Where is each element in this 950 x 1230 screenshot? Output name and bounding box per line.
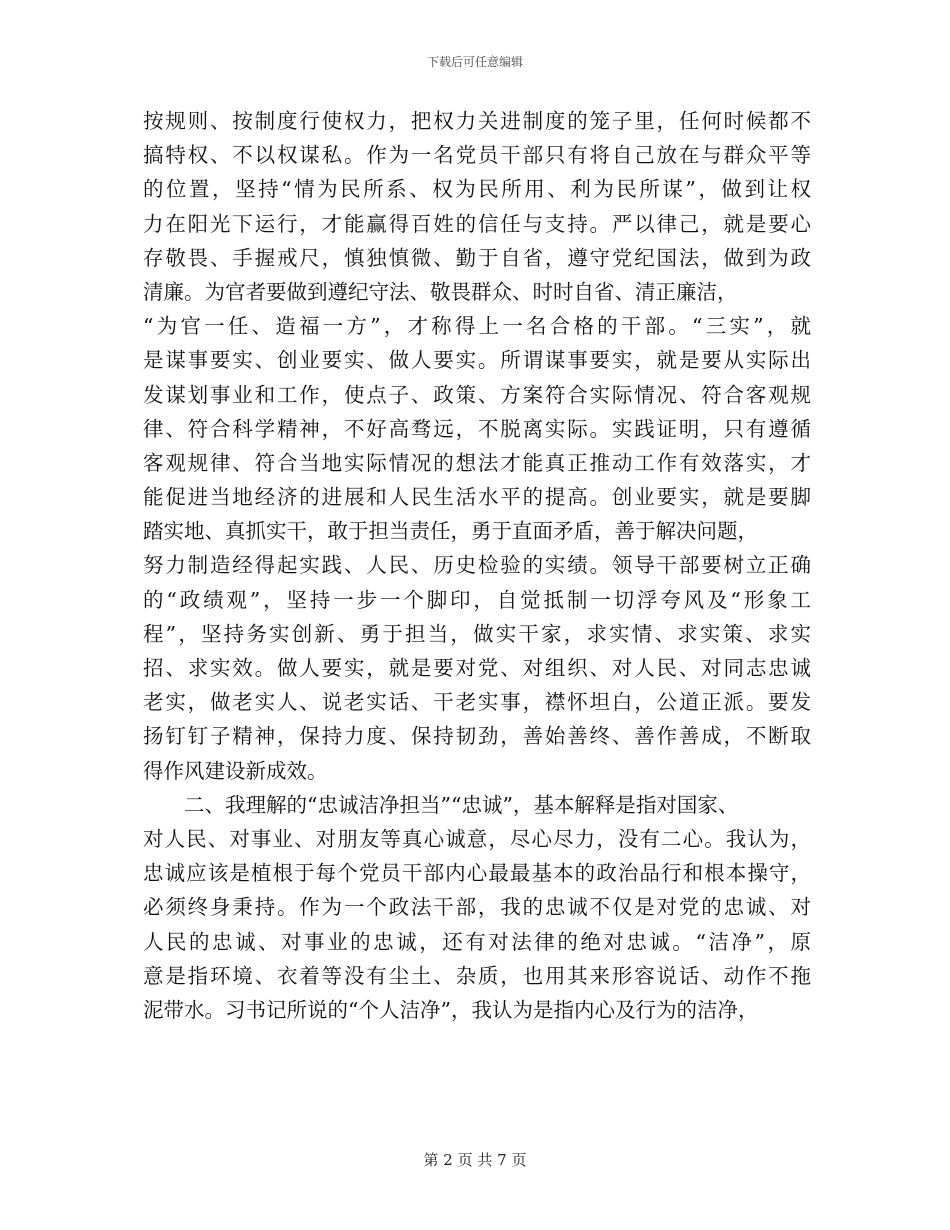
- paragraph-start-line: 二、我理解的“忠诚洁净担当”“忠诚”，基本解释是指对国家、: [184, 792, 739, 817]
- body-line: 忠诚应该是植根于每个党员干部内心最最基本的政治品行和根本操守，: [143, 861, 811, 886]
- body-line: 招、求实效。做人要实，就是要对党、对组织、对人民、对同志忠诚: [143, 656, 811, 680]
- body-line: 发谋划事业和工作，使点子、政策、方案符合实际情况、符合客观规: [143, 382, 811, 407]
- body-line: 老实，做老实人、说老实话、干老实事，襟怀坦白，公道正派。要发: [143, 690, 811, 715]
- body-line: 存敬畏、手握戒尺，慎独慎微、勤于自省，遵守党纪国法，做到为政: [143, 245, 811, 270]
- body-line: 力在阳光下运行，才能赢得百姓的信任与支持。严以律己，就是要心: [143, 211, 811, 236]
- body-line: 扬钉钉子精神，保持力度、保持韧劲，善始善终、善作善成，不断取: [143, 724, 811, 749]
- body-line: 律、符合科学精神，不好高骛远，不脱离实际。实践证明，只有遵循: [143, 416, 811, 441]
- body-line: 按规则、按制度行使权力，把权力关进制度的笼子里，任何时候都不: [143, 109, 811, 133]
- body-line: 人民的忠诚、对事业的忠诚，还有对法律的绝对忠诚。“洁净”，原: [143, 929, 811, 954]
- page-header: 下载后可任意编辑: [426, 55, 523, 69]
- body-line: 清廉。为官者要做到遵纪守法、敬畏群众、时时自省、清正廉洁，: [143, 279, 738, 304]
- body-line: 努力制造经得起实践、人民、历史检验的实绩。领导干部要树立正确: [143, 553, 811, 578]
- body-line: 踏实地、真抓实干，敢于担当责任，勇于直面矛盾，善于解决问题，: [143, 519, 758, 544]
- body-line: 的位置，坚持“情为民所系、权为民所用、利为民所谋”，做到让权: [143, 177, 811, 202]
- body-line: 得作风建设新成效。: [143, 758, 328, 783]
- body-line: 对人民、对事业、对朋友等真心诚意，尽心尽力，没有二心。我认为，: [143, 826, 811, 851]
- body-line: 的“政绩观”，坚持一步一个脚印，自觉抵制一切浮夸风及“形象工: [143, 587, 811, 612]
- page-number: 第 2 页 共 7 页: [423, 1151, 527, 1169]
- body-line: “为官一任、造福一方”，才称得上一名合格的干部。“三实”，就: [143, 314, 811, 339]
- body-line: 客观规律、符合当地实际情况的想法才能真正推动工作有效落实，才: [143, 450, 811, 475]
- body-line: 泥带水。习书记所说的“个人洁净”，我认为是指内心及行为的洁净，: [143, 997, 759, 1022]
- body-line: 搞特权、不以权谋私。作为一名党员干部只有将自己放在与群众平等: [143, 143, 811, 168]
- body-line: 意是指环境、衣着等没有尘土、杂质，也用其来形容说话、动作不拖: [143, 963, 811, 988]
- document-body: [143, 104, 811, 1027]
- body-line: 是谋事要实、创业要实、做人要实。所谓谋事要实，就是要从实际出: [143, 348, 811, 373]
- body-line: 必须终身秉持。作为一个政法干部，我的忠诚不仅是对党的忠诚、对: [143, 895, 811, 920]
- body-line: 程”，坚持务实创新、勇于担当，做实干家，求实情、求实策、求实: [143, 621, 811, 646]
- body-line: 能促进当地经济的进展和人民生活水平的提高。创业要实，就是要脚: [143, 485, 811, 510]
